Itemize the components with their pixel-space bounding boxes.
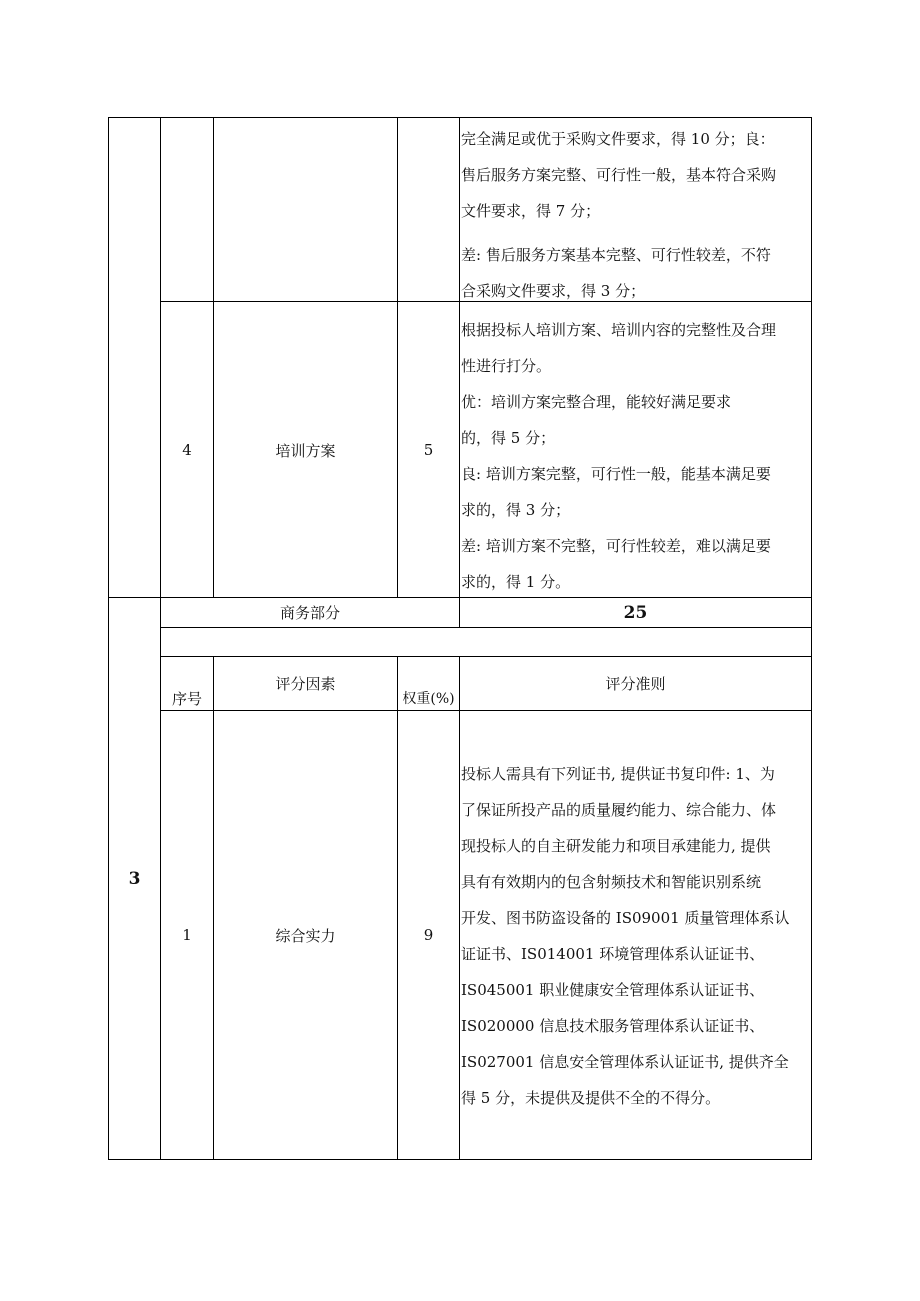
criteria-line: 投标人需具有下列证书, 提供证书复印件: 1、为 — [461, 765, 775, 783]
row-divider — [160, 627, 812, 628]
criteria-text-overall-strength — [461, 756, 789, 1116]
criteria-line: 差: 售后服务方案基本完整、可行性较差，不符 — [461, 246, 771, 264]
header-seq: 序号 — [171, 689, 202, 708]
criteria-line: 了保证所投产品的质量履约能力、综合能力、体 — [461, 801, 777, 819]
criteria-line: 优：培训方案完整合理，能较好满足要求 — [461, 393, 732, 411]
row-weight: 9 — [423, 926, 434, 944]
row-seq: 4 — [182, 441, 192, 459]
header-weight: 权重(%) — [402, 691, 455, 707]
criteria-line: 现投标人的自主研发能力和项目承建能力, 提供 — [461, 837, 771, 855]
table-border-right — [811, 117, 812, 1160]
criteria-line: 售后服务方案完整、可行性一般，基本符合采购 — [461, 166, 777, 184]
header-criteria: 评分准则 — [605, 675, 666, 693]
criteria-line: 性进行打分。 — [461, 357, 552, 375]
column-divider — [459, 656, 460, 1160]
row-seq: 1 — [182, 926, 192, 944]
criteria-line: 合采购文件要求，得 3 分； — [461, 282, 646, 300]
criteria-line: 证证书、IS014001 环境管理体系认证证书、 — [461, 945, 765, 963]
row-weight: 5 — [423, 441, 434, 459]
criteria-line: 求的，得 1 分。 — [461, 573, 571, 591]
header-factor: 评分因素 — [275, 675, 336, 693]
section-number: 3 — [128, 868, 141, 889]
criteria-line: 文件要求，得 7 分； — [461, 202, 601, 220]
criteria-line: 良: 培训方案完整，可行性一般，能基本满足要 — [461, 465, 771, 483]
criteria-line: IS045001 职业健康安全管理体系认证证书、 — [461, 981, 765, 999]
business-section-score: 25 — [623, 602, 648, 623]
criteria-line: 根据投标人培训方案、培训内容的完整性及合理 — [461, 321, 777, 339]
criteria-line: 的，得 5 分； — [461, 429, 556, 447]
criteria-line: IS020000 信息技术服务管理体系认证证书、 — [461, 1017, 765, 1035]
criteria-line: 完全满足或优于采购文件要求，得 10 分；良： — [461, 130, 775, 148]
criteria-line: 具有有效期内的包含射频技术和智能识别系统 — [461, 873, 762, 891]
criteria-text-training — [461, 312, 776, 600]
business-section-label: 商务部分 — [279, 604, 340, 622]
row-factor: 综合实力 — [275, 926, 336, 945]
criteria-text-after-sales — [461, 121, 776, 309]
criteria-line: 得 5 分，未提供及提供不全的不得分。 — [461, 1089, 721, 1107]
criteria-line: IS027001 信息安全管理体系认证证书, 提供齐全 — [461, 1053, 789, 1071]
criteria-line: 求的，得 3 分； — [461, 501, 571, 519]
criteria-line: 差: 培训方案不完整，可行性较差，难以满足要 — [461, 537, 771, 555]
criteria-line: 开发、图书防盗设备的 IS09001 质量管理体系认 — [461, 909, 790, 927]
column-divider — [459, 117, 460, 628]
row-factor: 培训方案 — [275, 441, 336, 460]
